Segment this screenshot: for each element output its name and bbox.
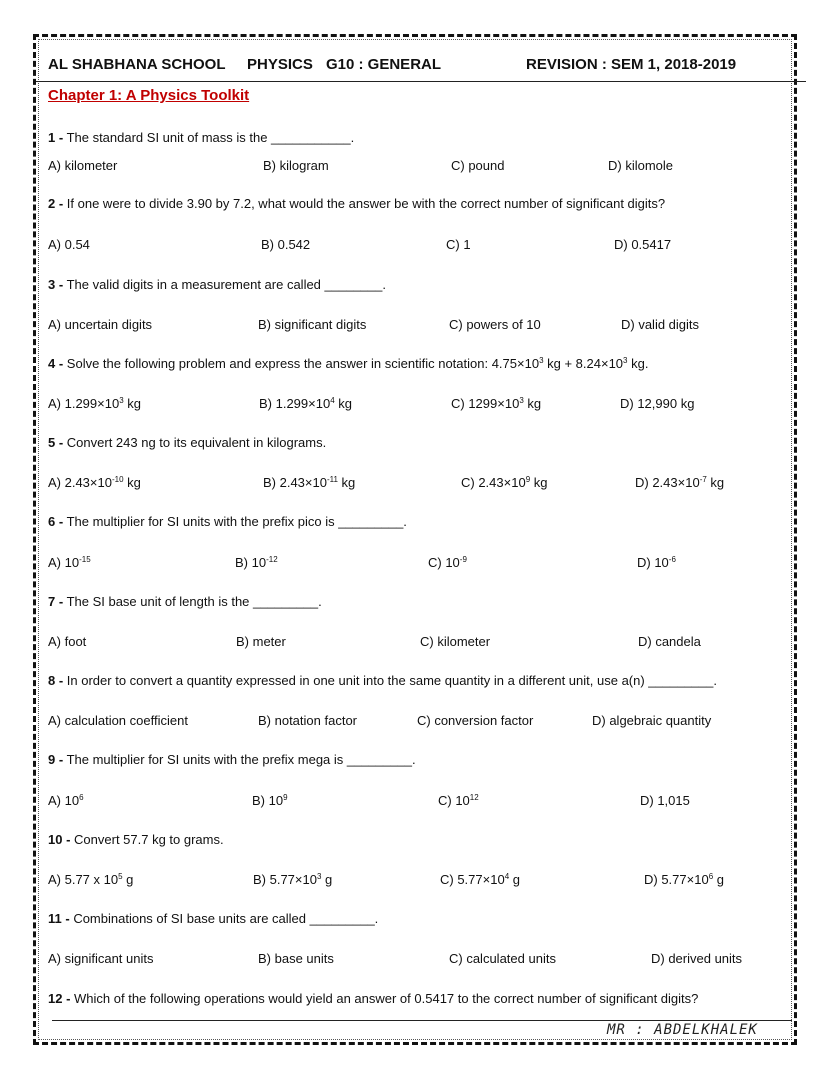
teacher-signature: MR : ABDELKHALEK: [607, 1022, 758, 1038]
subject-name: PHYSICS: [247, 56, 313, 73]
q3-option-b: B) significant digits: [258, 317, 367, 332]
q8-option-b: B) notation factor: [258, 713, 357, 728]
footer-divider: [52, 1020, 792, 1021]
q5-option-b: B) $2.43\times 10^{-11}$ kg: [263, 475, 356, 490]
chapter-title: Chapter 1: A Physics Toolkit: [48, 87, 250, 104]
q9-option-a: A) $10^6$: [48, 793, 84, 808]
q11-option-b: B) base units: [258, 951, 334, 966]
q7-option-c: C) kilometer: [420, 634, 491, 649]
school-name: AL SHABHANA SCHOOL: [48, 56, 226, 73]
q8-option-a: A) calculation coefficient: [48, 713, 188, 728]
q10-option-d: D) $5.77\times 10^6$ g: [644, 872, 724, 887]
q6-option-a: A) $10^{-15}$: [48, 555, 91, 570]
q3-option-d: D) valid digits: [621, 317, 700, 332]
header-divider: [36, 81, 806, 82]
q1-option-c: C) pound: [451, 158, 505, 173]
q9-option-d: D) 1,015: [640, 793, 690, 808]
question-4: 4 - Solve the following problem and express the answer in scientific notation: $4.75\times 10^3$ kg + $8.24\times 10^3$ kg.: [48, 356, 649, 371]
q8-option-d: D) algebraic quantity: [592, 713, 712, 728]
q4-option-d: D) 12,990 kg: [620, 396, 695, 411]
question-7: 7 - The SI base unit of length is the _________.: [48, 594, 322, 609]
q8-option-c: C) conversion factor: [417, 713, 534, 728]
q1-option-b: B) kilogram: [263, 158, 329, 173]
page-border: [33, 34, 797, 1045]
q4-option-b: B) $1.299\times 10^4$ kg: [259, 396, 352, 411]
q6-option-d: D) $10^{-6}$: [637, 555, 676, 570]
q3-option-a: A) uncertain digits: [48, 317, 153, 332]
q5-option-d: D) $2.43\times 10^{-7}$ kg: [635, 475, 725, 490]
q5-option-a: A) $2.43\times 10^{-10}$ kg: [48, 475, 141, 490]
q10-option-b: B) $5.77\times 10^3$ g: [253, 872, 333, 887]
q11-option-d: D) derived units: [651, 951, 743, 966]
q10-option-c: C) $5.77\times 10^4$ g: [440, 872, 520, 887]
q2-option-d: D) 0.5417: [614, 237, 672, 252]
question-8: 8 - In order to convert a quantity expressed in one unit into the same quantity in a different unit, use a(n) _________.: [48, 673, 717, 688]
question-5: 5 - Convert 243 ng to its equivalent in kilograms.: [48, 435, 327, 450]
q9-option-c: C) $10^{12}$: [438, 793, 479, 808]
q7-option-b: B) meter: [236, 634, 286, 649]
question-10: 10 - Convert 57.7 kg to grams.: [48, 832, 224, 847]
q1-option-d: D) kilomole: [608, 158, 674, 173]
q1-option-a: A) kilometer: [48, 158, 118, 173]
q6-option-b: B) $10^{-12}$: [235, 555, 278, 570]
q9-option-b: B) $10^9$: [252, 793, 288, 808]
question-3: 3 - The valid digits in a measurement are called ________.: [48, 277, 386, 292]
q4-option-c: C) $1299\times 10^3$ kg: [451, 396, 542, 411]
question-9: 9 - The multiplier for SI units with the prefix mega is _________.: [48, 752, 416, 767]
revision-label: REVISION : SEM 1, 2018-2019: [526, 56, 737, 73]
question-1: 1 - The standard SI unit of mass is the ___________.: [48, 130, 355, 145]
q2-option-a: A) 0.54: [48, 237, 90, 252]
q5-option-c: C) $2.43\times 10^9$ kg: [461, 475, 548, 490]
grade-label: G10 : GENERAL: [326, 56, 442, 73]
q7-option-d: D) candela: [638, 634, 701, 649]
page-header: [48, 56, 788, 76]
q6-option-c: C) $10^{-9}$: [428, 555, 467, 570]
q2-option-c: C) 1: [446, 237, 471, 252]
q2-option-b: B) 0.542: [261, 237, 311, 252]
q10-option-a: A) 5.77 x $10^5$ g: [48, 872, 134, 887]
question-11: 11 - Combinations of SI base units are called _________.: [48, 911, 379, 926]
q4-option-a: A) $1.299\times 10^3$ kg: [48, 396, 141, 411]
question-12: 12 - Which of the following operations would yield an answer of 0.5417 to the correct number of significant digits?: [48, 991, 699, 1006]
question-6: 6 - The multiplier for SI units with the prefix pico is _________.: [48, 514, 407, 529]
q7-option-a: A) foot: [48, 634, 87, 649]
question-2: 2 - If one were to divide 3.90 by 7.2, what would the answer be with the correct number of significant digits?: [48, 196, 666, 211]
q11-option-a: A) significant units: [48, 951, 154, 966]
q11-option-c: C) calculated units: [449, 951, 556, 966]
q3-option-c: C) powers of 10: [449, 317, 541, 332]
